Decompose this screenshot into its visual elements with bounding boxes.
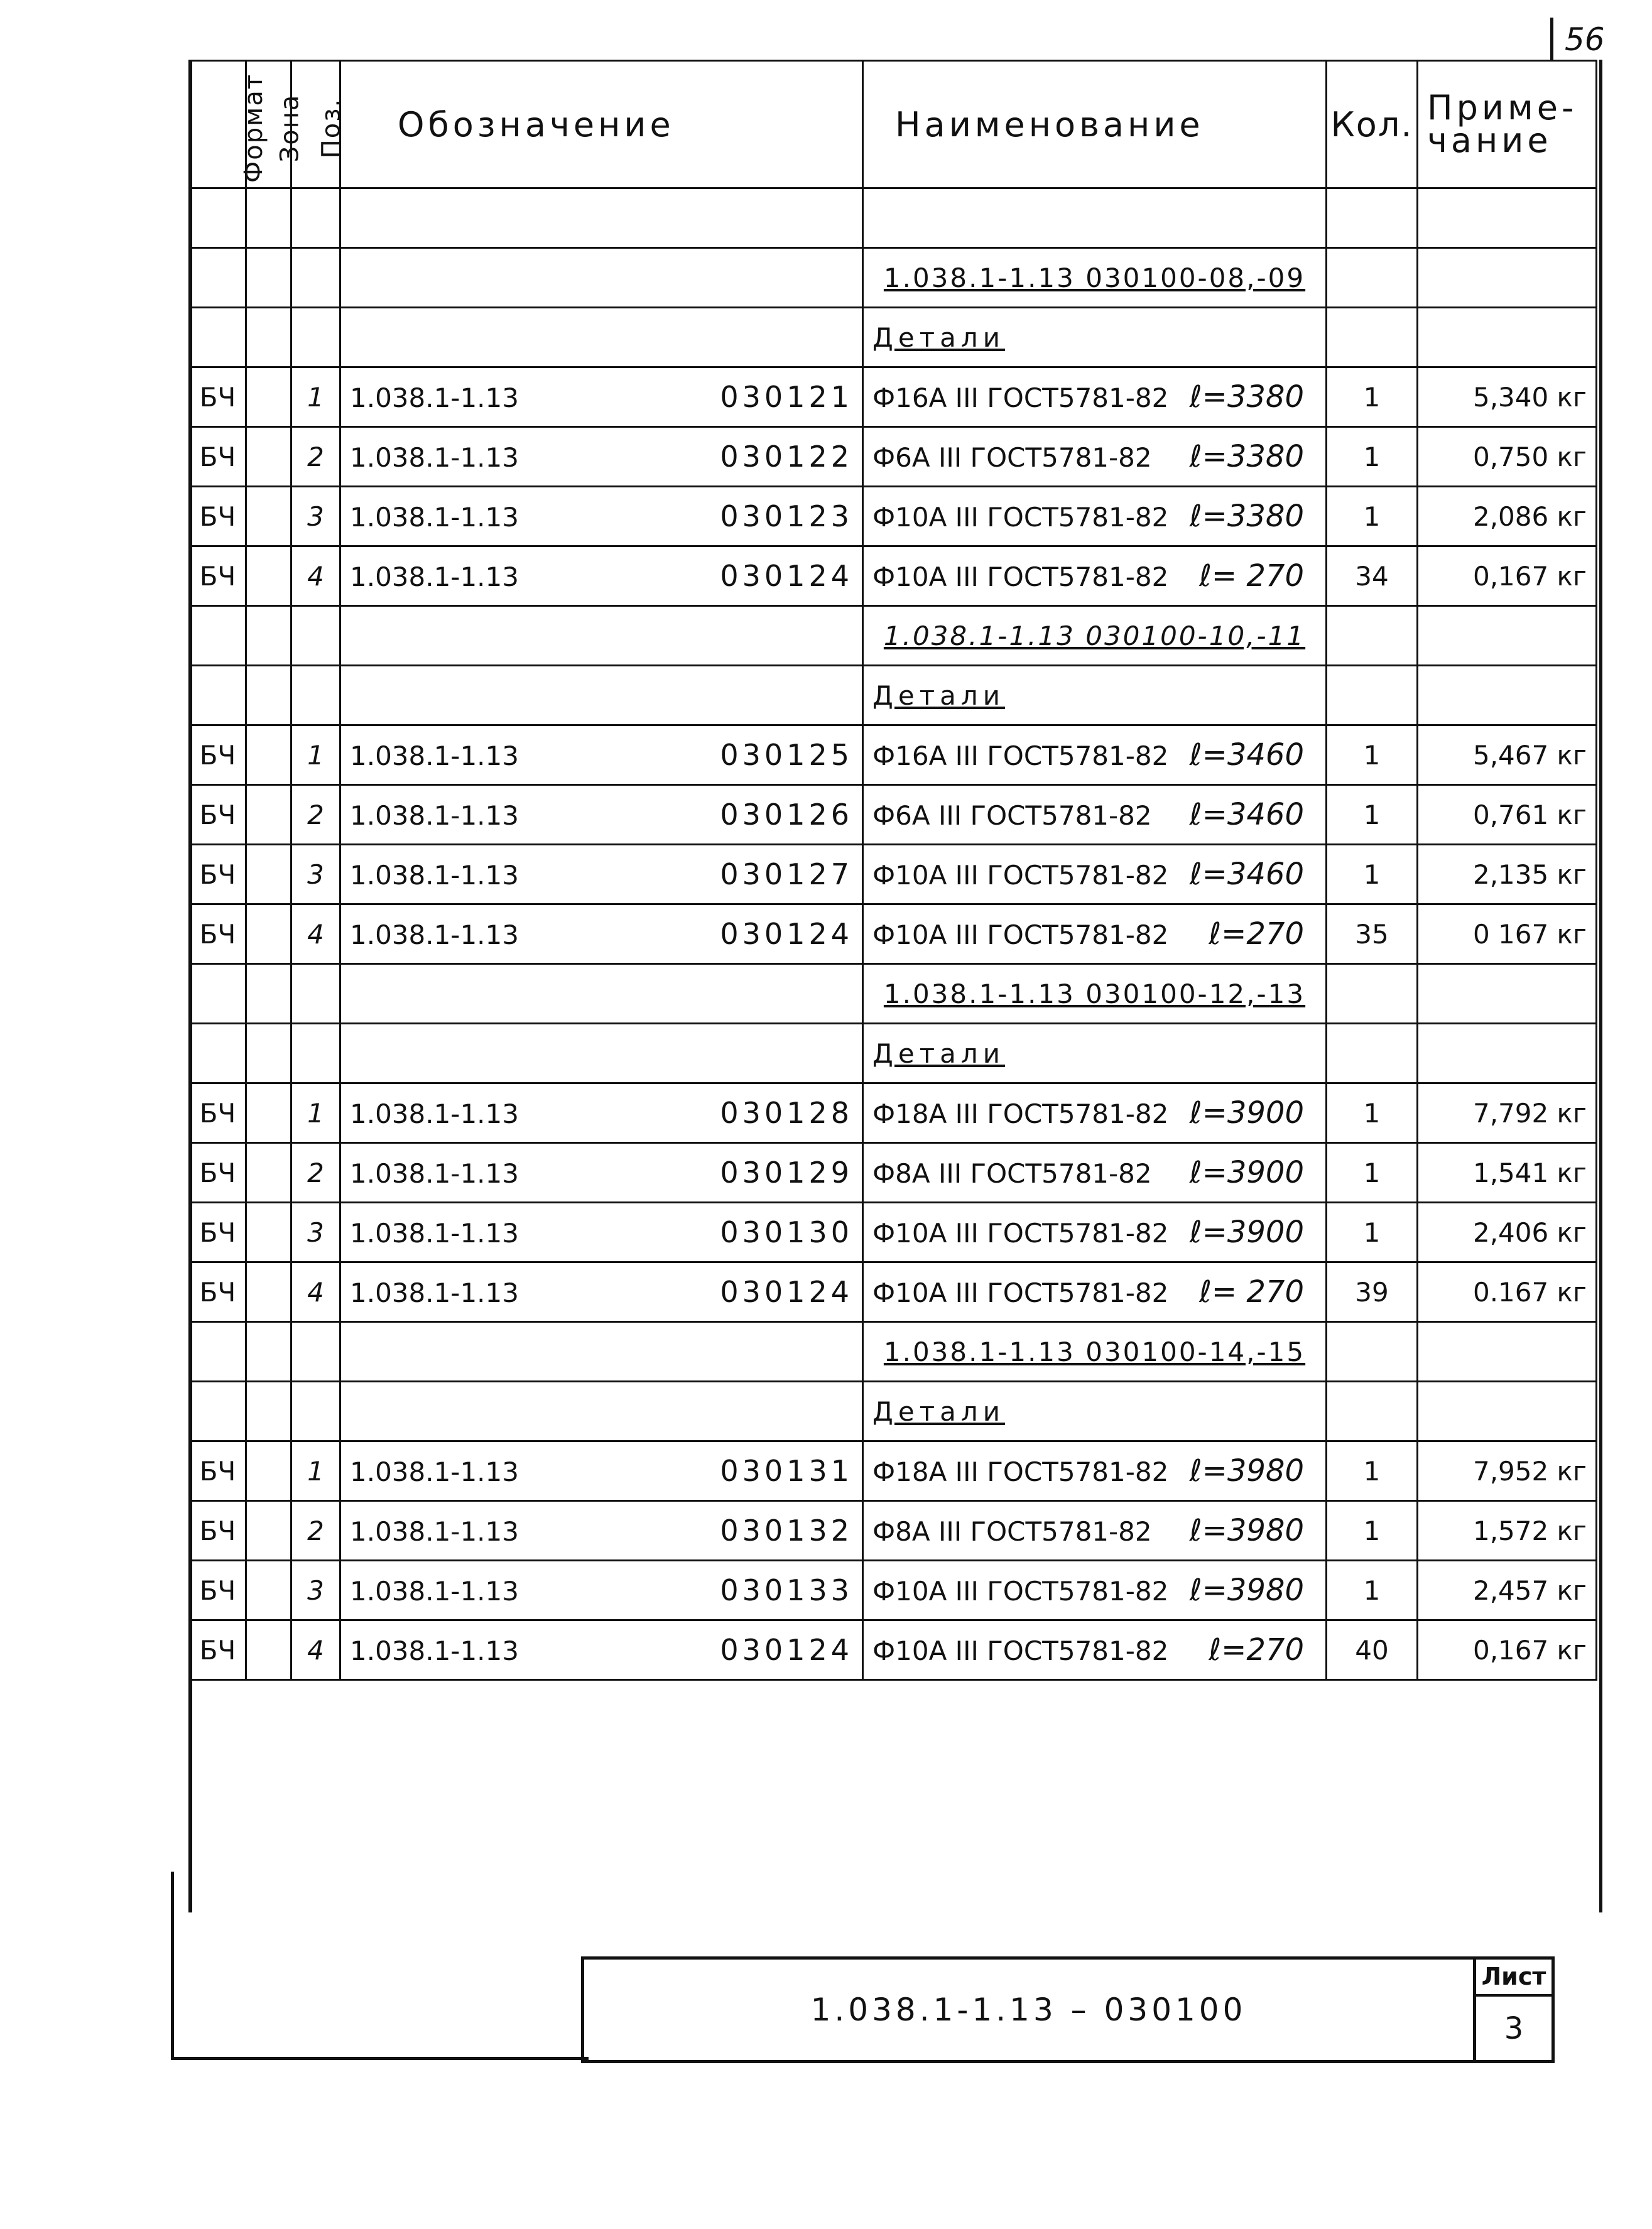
item-length: ℓ=3900 xyxy=(1189,1095,1304,1131)
item-name: Ф10А III ГОСТ5781-82 xyxy=(872,1218,1169,1249)
designation-doc: 1.038.1-1.13 xyxy=(350,1098,519,1129)
cell-format: БЧ xyxy=(190,1083,246,1143)
table-row xyxy=(190,785,1597,845)
cell-name xyxy=(863,1262,1327,1322)
cell-note: 0.167 кг xyxy=(1418,1262,1597,1322)
cell-qty: 1 xyxy=(1327,785,1418,845)
item-length: ℓ=3980 xyxy=(1189,1513,1304,1548)
cell-zone xyxy=(246,1143,291,1203)
assembly-row xyxy=(190,248,1597,308)
title-block-code: 1.038.1-1.13 – 030100 xyxy=(810,1992,1247,2028)
designation-doc: 1.038.1-1.13 xyxy=(350,800,519,831)
cell-note: 5,340 кг xyxy=(1418,367,1597,427)
cell-format: БЧ xyxy=(190,1561,246,1620)
designation-number: 030124 xyxy=(720,1275,853,1309)
cell-zone xyxy=(246,1561,291,1620)
item-name: Ф8А III ГОСТ5781-82 xyxy=(872,1516,1152,1547)
cell-designation xyxy=(340,904,863,964)
cell-qty: 1 xyxy=(1327,1561,1418,1620)
designation-number: 030129 xyxy=(720,1156,853,1190)
cell-qty: 1 xyxy=(1327,367,1418,427)
table-row xyxy=(190,1501,1597,1561)
table-row xyxy=(190,904,1597,964)
cell-name xyxy=(863,1501,1327,1561)
cell-designation xyxy=(340,1203,863,1262)
cell-name xyxy=(863,1143,1327,1203)
table-row xyxy=(190,1620,1597,1680)
item-name: Ф10А III ГОСТ5781-82 xyxy=(872,860,1169,891)
cell-name xyxy=(863,1620,1327,1680)
cell-qty: 34 xyxy=(1327,546,1418,606)
designation-number: 030126 xyxy=(720,798,853,832)
cell-designation xyxy=(340,546,863,606)
item-name: Ф10А III ГОСТ5781-82 xyxy=(872,561,1169,592)
cell-note: 0,761 кг xyxy=(1418,785,1597,845)
cell-zone xyxy=(246,1083,291,1143)
cell-format: БЧ xyxy=(190,1441,246,1501)
cell-zone xyxy=(246,785,291,845)
cell-zone xyxy=(246,1501,291,1561)
designation-doc: 1.038.1-1.13 xyxy=(350,740,519,771)
cell-note: 1,541 кг xyxy=(1418,1143,1597,1203)
item-name: Ф10А III ГОСТ5781-82 xyxy=(872,1635,1169,1666)
designation-number: 030123 xyxy=(720,499,853,533)
cell-name xyxy=(863,367,1327,427)
cell-format: БЧ xyxy=(190,546,246,606)
cell-qty: 1 xyxy=(1327,1501,1418,1561)
item-name: Ф10А III ГОСТ5781-82 xyxy=(872,502,1169,533)
cell-zone xyxy=(246,1262,291,1322)
frame-corner xyxy=(171,1872,589,2060)
cell-pos: 3 xyxy=(291,1203,340,1262)
cell-pos: 2 xyxy=(291,1501,340,1561)
cell-note: 0 167 кг xyxy=(1418,904,1597,964)
cell-qty: 1 xyxy=(1327,1441,1418,1501)
cell-format: БЧ xyxy=(190,725,246,785)
table-row xyxy=(190,546,1597,606)
designation-number: 030122 xyxy=(720,440,853,474)
cell-designation xyxy=(340,367,863,427)
header-zone: Зона xyxy=(246,61,291,188)
item-length: ℓ=3380 xyxy=(1189,379,1304,415)
cell-designation xyxy=(340,845,863,904)
cell-note: 2,406 кг xyxy=(1418,1203,1597,1262)
table-row xyxy=(190,1143,1597,1203)
cell-designation xyxy=(340,487,863,546)
designation-doc: 1.038.1-1.13 xyxy=(350,1635,519,1666)
section-title: Детали xyxy=(863,1024,1327,1083)
header-format: Формат xyxy=(190,61,246,188)
assembly-designation: 1.038.1-1.13 030100-08,-09 xyxy=(863,248,1327,308)
item-length: ℓ=3980 xyxy=(1189,1453,1304,1489)
cell-pos: 4 xyxy=(291,546,340,606)
cell-name xyxy=(863,1561,1327,1620)
cell-name xyxy=(863,427,1327,487)
designation-doc: 1.038.1-1.13 xyxy=(350,382,519,413)
assembly-row xyxy=(190,964,1597,1024)
cell-pos: 3 xyxy=(291,487,340,546)
cell-zone xyxy=(246,845,291,904)
page-number: 56 xyxy=(1550,18,1605,62)
item-length: ℓ= 270 xyxy=(1199,558,1304,594)
designation-number: 030124 xyxy=(720,917,853,951)
cell-zone xyxy=(246,1203,291,1262)
cell-format: БЧ xyxy=(190,904,246,964)
cell-qty: 1 xyxy=(1327,1143,1418,1203)
table-row xyxy=(190,1203,1597,1262)
designation-number: 030132 xyxy=(720,1514,853,1548)
header-qty: Кол. xyxy=(1327,61,1418,188)
cell-pos: 2 xyxy=(291,785,340,845)
item-name: Ф16А III ГОСТ5781-82 xyxy=(872,382,1169,413)
item-name: Ф18А III ГОСТ5781-82 xyxy=(872,1456,1169,1487)
cell-note: 2,086 кг xyxy=(1418,487,1597,546)
cell-format: БЧ xyxy=(190,1262,246,1322)
cell-note: 5,467 кг xyxy=(1418,725,1597,785)
designation-doc: 1.038.1-1.13 xyxy=(350,919,519,950)
table-row xyxy=(190,1262,1597,1322)
item-name: Ф10А III ГОСТ5781-82 xyxy=(872,1277,1169,1308)
item-length: ℓ=3380 xyxy=(1189,499,1304,534)
assembly-designation: 1.038.1-1.13 030100-12,-13 xyxy=(863,964,1327,1024)
assembly-designation: 1.038.1-1.13 030100-10,-11 xyxy=(863,606,1327,666)
cell-zone xyxy=(246,546,291,606)
cell-note: 2,457 кг xyxy=(1418,1561,1597,1620)
item-name: Ф18А III ГОСТ5781-82 xyxy=(872,1098,1169,1129)
item-length: ℓ=270 xyxy=(1209,916,1304,952)
cell-designation xyxy=(340,1083,863,1143)
header-pos: Поз. xyxy=(291,61,340,188)
designation-doc: 1.038.1-1.13 xyxy=(350,1516,519,1547)
cell-zone xyxy=(246,487,291,546)
cell-qty: 1 xyxy=(1327,725,1418,785)
cell-format: БЧ xyxy=(190,1620,246,1680)
item-name: Ф10А III ГОСТ5781-82 xyxy=(872,919,1169,950)
designation-doc: 1.038.1-1.13 xyxy=(350,502,519,533)
cell-designation xyxy=(340,1620,863,1680)
item-name: Ф8А III ГОСТ5781-82 xyxy=(872,1158,1152,1189)
assembly-row xyxy=(190,1322,1597,1382)
item-length: ℓ=3460 xyxy=(1189,797,1304,832)
table-row xyxy=(190,725,1597,785)
designation-number: 030130 xyxy=(720,1215,853,1249)
cell-name xyxy=(863,725,1327,785)
designation-number: 030128 xyxy=(720,1096,853,1130)
item-length: ℓ=3900 xyxy=(1189,1215,1304,1250)
cell-designation xyxy=(340,1561,863,1620)
designation-doc: 1.038.1-1.13 xyxy=(350,561,519,592)
table-row xyxy=(190,1083,1597,1143)
cell-format: БЧ xyxy=(190,845,246,904)
item-name: Ф16А III ГОСТ5781-82 xyxy=(872,740,1169,771)
item-name: Ф6А III ГОСТ5781-82 xyxy=(872,442,1152,473)
section-title: Детали xyxy=(863,666,1327,725)
cell-qty: 1 xyxy=(1327,1083,1418,1143)
table-row xyxy=(190,427,1597,487)
title-block xyxy=(581,1956,1555,2063)
cell-designation xyxy=(340,785,863,845)
designation-number: 030121 xyxy=(720,380,853,414)
item-length: ℓ=3980 xyxy=(1189,1573,1304,1608)
designation-number: 030133 xyxy=(720,1573,853,1607)
section-title: Детали xyxy=(863,1382,1327,1441)
cell-designation xyxy=(340,427,863,487)
cell-note: 7,792 кг xyxy=(1418,1083,1597,1143)
cell-designation xyxy=(340,1441,863,1501)
cell-pos: 4 xyxy=(291,1262,340,1322)
cell-name xyxy=(863,487,1327,546)
cell-designation xyxy=(340,1143,863,1203)
cell-name xyxy=(863,546,1327,606)
cell-designation xyxy=(340,725,863,785)
section-title: Детали xyxy=(863,308,1327,367)
section-row xyxy=(190,308,1597,367)
cell-format: БЧ xyxy=(190,427,246,487)
item-length: ℓ= 270 xyxy=(1199,1274,1304,1310)
cell-qty: 1 xyxy=(1327,845,1418,904)
cell-pos: 2 xyxy=(291,1143,340,1203)
cell-pos: 4 xyxy=(291,904,340,964)
cell-qty: 35 xyxy=(1327,904,1418,964)
cell-format: БЧ xyxy=(190,1203,246,1262)
sheet-number: 3 xyxy=(1504,2010,1524,2046)
cell-format: БЧ xyxy=(190,1501,246,1561)
cell-pos: 1 xyxy=(291,725,340,785)
section-row xyxy=(190,1382,1597,1441)
title-block-sheet xyxy=(1473,1960,1551,2060)
cell-zone xyxy=(246,1441,291,1501)
header-name: Наименование xyxy=(863,61,1327,188)
cell-qty: 1 xyxy=(1327,487,1418,546)
cell-note: 1,572 кг xyxy=(1418,1501,1597,1561)
section-row xyxy=(190,1024,1597,1083)
cell-name xyxy=(863,1083,1327,1143)
designation-doc: 1.038.1-1.13 xyxy=(350,1218,519,1249)
cell-pos: 1 xyxy=(291,367,340,427)
section-row xyxy=(190,666,1597,725)
table-row xyxy=(190,1441,1597,1501)
designation-number: 030124 xyxy=(720,559,853,593)
cell-note: 2,135 кг xyxy=(1418,845,1597,904)
cell-format: БЧ xyxy=(190,785,246,845)
cell-pos: 2 xyxy=(291,427,340,487)
table-row xyxy=(190,487,1597,546)
assembly-row xyxy=(190,606,1597,666)
cell-format: БЧ xyxy=(190,1143,246,1203)
designation-doc: 1.038.1-1.13 xyxy=(350,1277,519,1308)
cell-designation xyxy=(340,1501,863,1561)
item-length: ℓ=3460 xyxy=(1189,737,1304,773)
specification-table xyxy=(188,60,1597,1681)
item-name: Ф6А III ГОСТ5781-82 xyxy=(872,800,1152,831)
cell-pos: 3 xyxy=(291,1561,340,1620)
designation-number: 030127 xyxy=(720,857,853,891)
designation-doc: 1.038.1-1.13 xyxy=(350,1456,519,1487)
cell-note: 0,167 кг xyxy=(1418,1620,1597,1680)
header-note: Приме-чание xyxy=(1418,61,1597,188)
cell-zone xyxy=(246,427,291,487)
cell-zone xyxy=(246,1620,291,1680)
cell-designation xyxy=(340,1262,863,1322)
sheet-label: Лист xyxy=(1476,1960,1551,1997)
item-length: ℓ=3900 xyxy=(1189,1155,1304,1190)
cell-pos: 3 xyxy=(291,845,340,904)
cell-format: БЧ xyxy=(190,367,246,427)
designation-doc: 1.038.1-1.13 xyxy=(350,1158,519,1189)
designation-number: 030125 xyxy=(720,738,853,772)
cell-name xyxy=(863,785,1327,845)
designation-doc: 1.038.1-1.13 xyxy=(350,442,519,473)
cell-format: БЧ xyxy=(190,487,246,546)
cell-zone xyxy=(246,367,291,427)
cell-qty: 39 xyxy=(1327,1262,1418,1322)
cell-name xyxy=(863,1203,1327,1262)
item-length: ℓ=3460 xyxy=(1189,857,1304,892)
cell-zone xyxy=(246,725,291,785)
designation-number: 030131 xyxy=(720,1454,853,1488)
table-row xyxy=(190,845,1597,904)
cell-note: 0,167 кг xyxy=(1418,546,1597,606)
table-row xyxy=(190,1561,1597,1620)
cell-name xyxy=(863,845,1327,904)
cell-pos: 1 xyxy=(291,1083,340,1143)
item-name: Ф10А III ГОСТ5781-82 xyxy=(872,1576,1169,1607)
header-designation: Обозначение xyxy=(340,61,863,188)
assembly-designation: 1.038.1-1.13 030100-14,-15 xyxy=(863,1322,1327,1382)
cell-pos: 4 xyxy=(291,1620,340,1680)
table-row xyxy=(190,367,1597,427)
designation-doc: 1.038.1-1.13 xyxy=(350,860,519,891)
cell-zone xyxy=(246,904,291,964)
item-length: ℓ=270 xyxy=(1209,1632,1304,1668)
designation-doc: 1.038.1-1.13 xyxy=(350,1576,519,1607)
cell-qty: 1 xyxy=(1327,1203,1418,1262)
cell-note: 7,952 кг xyxy=(1418,1441,1597,1501)
cell-name xyxy=(863,904,1327,964)
cell-qty: 40 xyxy=(1327,1620,1418,1680)
table-header-row xyxy=(190,61,1597,188)
designation-number: 030124 xyxy=(720,1633,853,1667)
cell-note: 0,750 кг xyxy=(1418,427,1597,487)
item-length: ℓ=3380 xyxy=(1189,439,1304,474)
blank-row xyxy=(190,188,1597,248)
cell-name xyxy=(863,1441,1327,1501)
cell-pos: 1 xyxy=(291,1441,340,1501)
cell-qty: 1 xyxy=(1327,427,1418,487)
